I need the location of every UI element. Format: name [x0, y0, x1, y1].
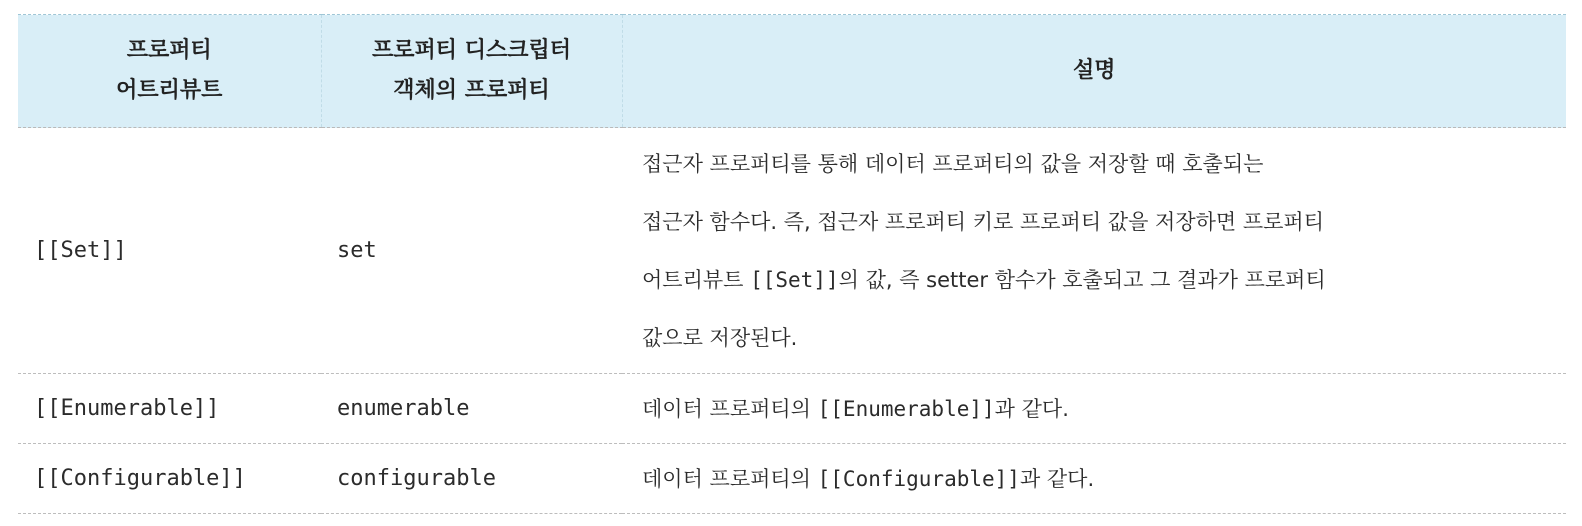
descriptor-cell [321, 374, 622, 444]
header-line: 프로퍼티 디스크립터 [372, 38, 571, 63]
description-cell [622, 128, 1566, 374]
descriptor-cell [321, 444, 622, 514]
table-row [18, 444, 1566, 514]
attribute-cell [18, 444, 321, 514]
attribute-name: [[Set]] [34, 238, 127, 263]
description-line: 값으로 저장된다. [642, 325, 798, 350]
description-cell [622, 444, 1566, 514]
header-description [622, 15, 1566, 128]
descriptor-property-name: configurable [337, 466, 496, 491]
descriptor-cell [321, 128, 622, 374]
header-line: 어트리뷰트 [116, 78, 223, 103]
table-row [18, 374, 1566, 444]
description-segment: 과 같다. [994, 396, 1069, 421]
inline-code: [[Enumerable]] [817, 396, 995, 421]
descriptor-property-name: set [337, 238, 377, 263]
header-descriptor-property [321, 15, 622, 128]
attribute-cell [18, 128, 321, 374]
attribute-name: [[Configurable]] [34, 466, 246, 491]
description-text [642, 467, 1094, 491]
header-row [18, 15, 1566, 128]
description-segment: 어트리뷰트 [642, 267, 751, 292]
header-property-attribute [18, 15, 321, 128]
description-text [642, 397, 1069, 421]
description-text [642, 135, 1566, 367]
inline-code: [[Configurable]] [817, 466, 1020, 491]
header-line: 프로퍼티 [126, 38, 212, 63]
descriptor-property-name: enumerable [337, 396, 470, 421]
description-segment: 데이터 프로퍼티의 [642, 396, 818, 421]
description-line [642, 251, 1566, 309]
description-segment: 의 값, 즉 setter 함수가 호출되고 그 결과가 프로퍼티 [838, 267, 1326, 292]
header-line: 설명 [1072, 58, 1116, 83]
description-segment: 과 같다. [1019, 466, 1095, 491]
description-segment: 데이터 프로퍼티의 [642, 466, 818, 491]
description-line: 접근자 프로퍼티를 통해 데이터 프로퍼티의 값을 저장할 때 호출되는 [642, 151, 1264, 176]
attribute-name: [[Enumerable]] [34, 396, 220, 421]
inline-code: [[Set]] [750, 267, 839, 292]
attribute-cell [18, 374, 321, 444]
description-line: 접근자 함수다. 즉, 접근자 프로퍼티 키로 프로퍼티 값을 저장하면 프로퍼티 [642, 209, 1325, 234]
header-line: 객체의 프로퍼티 [393, 78, 550, 103]
description-cell [622, 374, 1566, 444]
property-attribute-table [18, 14, 1566, 514]
table-row [18, 128, 1566, 374]
